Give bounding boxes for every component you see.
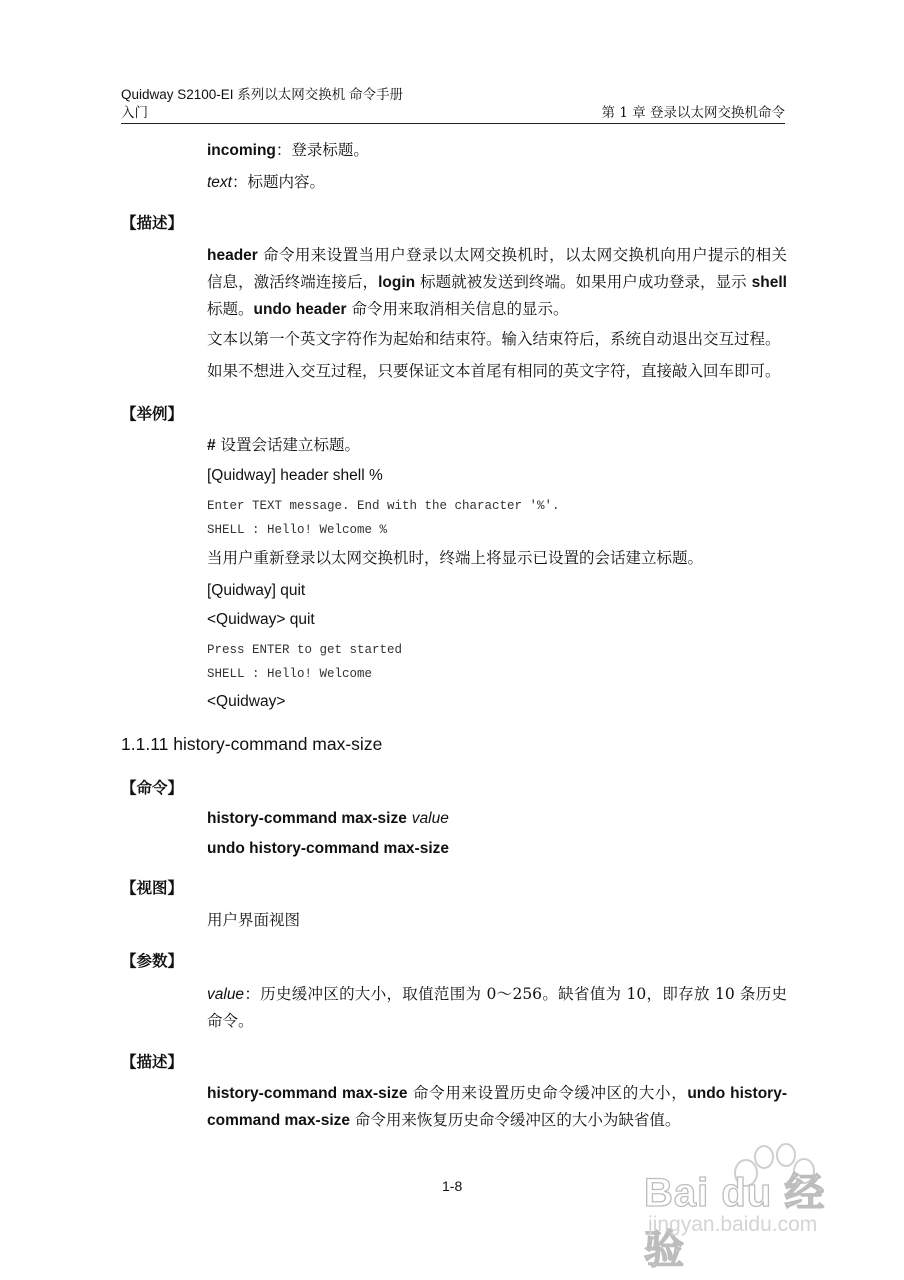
section-title-view: 【视图】 — [121, 878, 184, 897]
parameter-value: value：历史缓冲区的大小，取值范围为 0～256。缺省值为 10，即存放 10 条历史命令。 — [207, 985, 787, 1030]
page-number: 1-8 — [442, 1178, 463, 1194]
header-chapter: 第 1 章 登录以太网交换机命令 — [601, 105, 785, 121]
section-title-description-2: 【描述】 — [121, 1052, 184, 1071]
param-incoming: incoming：登录标题。 — [207, 141, 369, 159]
section-title-description: 【描述】 — [121, 213, 184, 232]
example-output: Press ENTER to get started — [207, 643, 403, 657]
header-rule — [121, 123, 785, 124]
example-command: [Quidway] quit — [207, 582, 306, 599]
command-syntax-undo: undo history-command max-size — [207, 840, 450, 857]
section-title-parameters: 【参数】 — [121, 951, 184, 970]
example-command: [Quidway] header shell % — [207, 467, 383, 484]
header-doc-title: Quidway S2100-EI 系列以太网交换机 命令手册 — [121, 87, 404, 102]
description-paragraph: header 命令用来设置当用户登录以太网交换机时，以太网交换机向用户提示的相关信息，激活终端连接后，login 标题就被发送到终端。如果用户成功登录，显示 shell 标题。undo header 命令用来取消相关信息的显示。 — [207, 246, 787, 318]
view-text: 用户界面视图 — [207, 911, 301, 929]
section-heading: 1.1.11 history-command max-size — [121, 734, 383, 754]
description-history: history-command max-size 命令用来设置历史命令缓冲区的大小，undo history-command max-size 命令用来恢复历史命令缓冲区的大小为缺省值。 — [207, 1084, 787, 1129]
baidu-url: jingyan.baidu.com — [648, 1213, 818, 1236]
example-output: Enter TEXT message. End with the character '%'. — [207, 499, 560, 513]
section-title-command: 【命令】 — [121, 778, 184, 797]
example-command: <Quidway> quit — [207, 611, 315, 628]
baidu-watermark — [636, 1135, 866, 1272]
command-syntax: history-command max-size value — [207, 810, 449, 827]
section-title-example: 【举例】 — [121, 404, 184, 423]
example-intro: # 设置会话建立标题。 — [207, 436, 361, 454]
example-command: <Quidway> — [207, 693, 286, 710]
example-output: SHELL : Hello! Welcome — [207, 667, 373, 681]
param-text: text：标题内容。 — [207, 173, 325, 191]
baidu-logo: Bai du 经验 — [644, 1171, 826, 1272]
example-note: 当用户重新登录以太网交换机时，终端上将显示已设置的会话建立标题。 — [207, 549, 704, 567]
example-output: SHELL : Hello! Welcome % — [207, 523, 388, 537]
description-paragraph-2: 文本以第一个英文字符作为起始和结束符。输入结束符后，系统自动退出交互过程。 — [207, 330, 781, 348]
header-section: 入门 — [121, 105, 148, 121]
description-paragraph-3: 如果不想进入交互过程，只要保证文本首尾有相同的英文字符，直接敲入回车即可。 — [207, 362, 781, 380]
